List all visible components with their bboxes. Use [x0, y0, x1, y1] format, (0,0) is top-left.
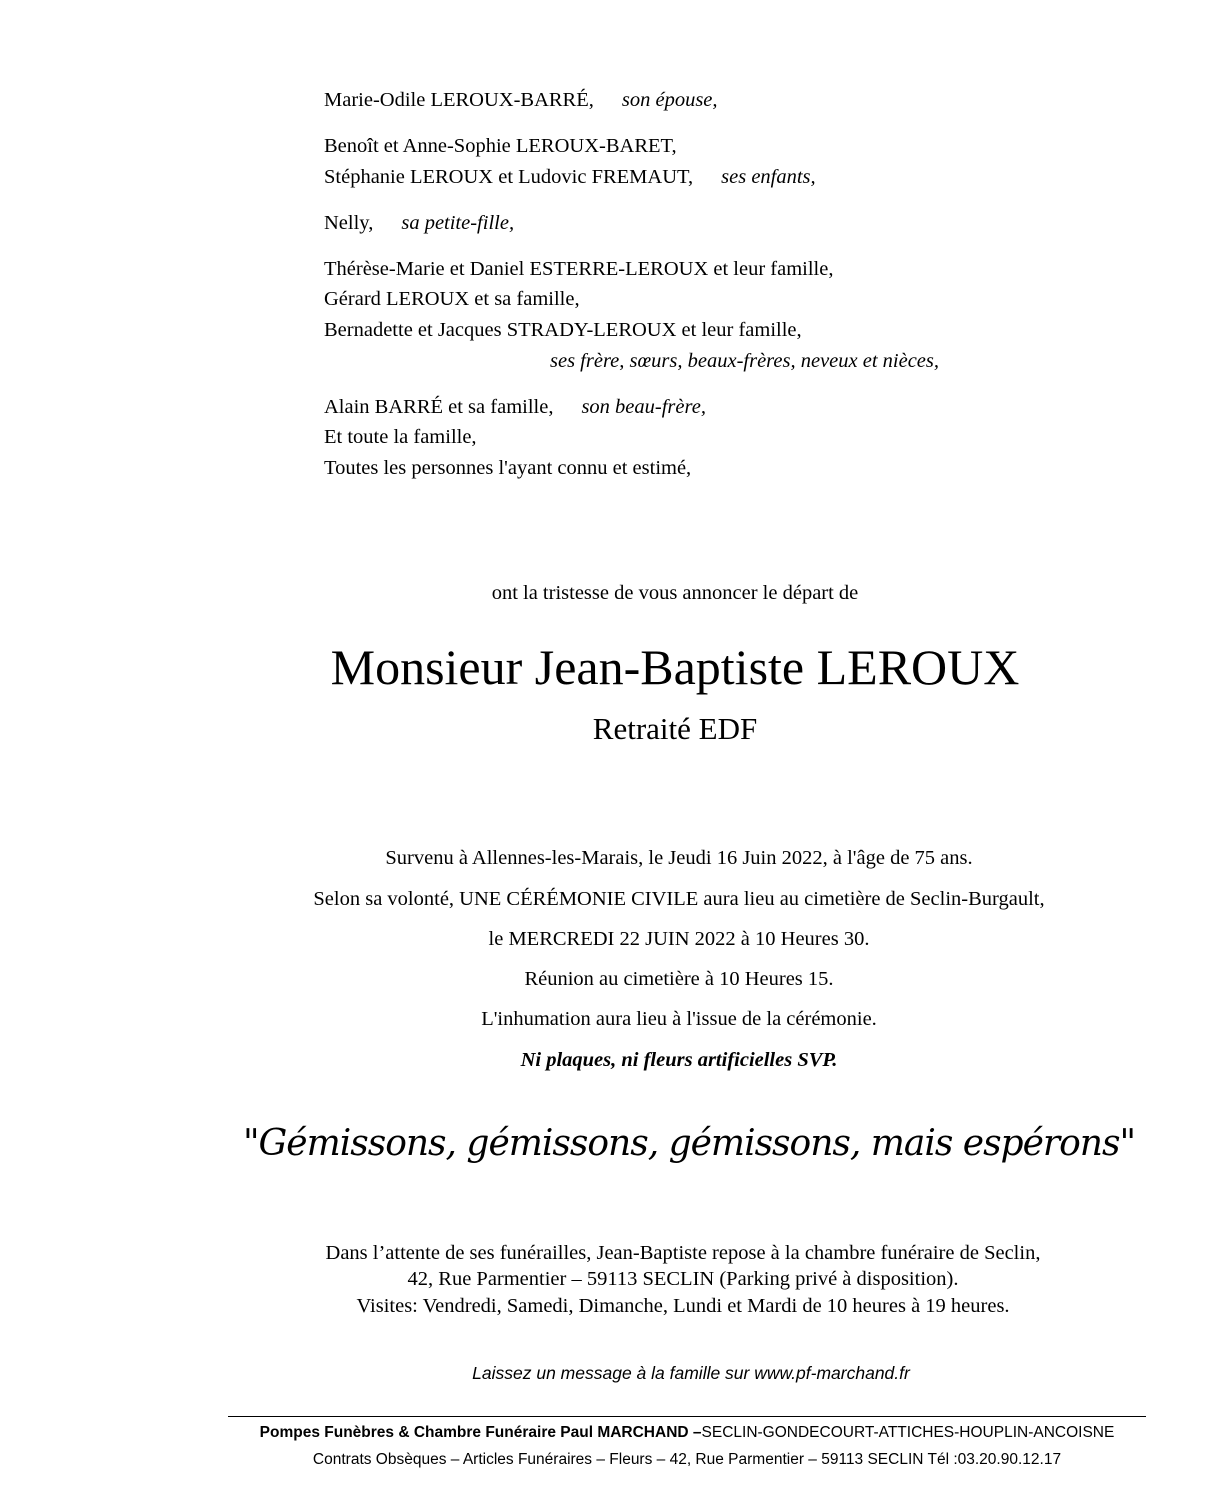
beau-frere-role: son beau-frère,	[581, 396, 706, 418]
visitation-line-2: 42, Rue Parmentier – 59113 SECLIN (Parking privé à disposition).	[407, 1268, 959, 1290]
deceased-title: Retraité EDF	[592, 711, 758, 746]
toute-la-famille: Et toute la famille,	[324, 426, 477, 448]
freres-line-2: Gérard LEROUX et sa famille,	[324, 288, 580, 310]
detail-no-flowers: Ni plaques, ni fleurs artificielles SVP.	[520, 1049, 838, 1071]
detail-ceremonie: Selon sa volonté, UNE CÉRÉMONIE CIVILE aura lieu au cimetière de Seclin-Burgault,	[313, 888, 1045, 910]
detail-reunion: Réunion au cimetière à 10 Heures 15.	[524, 968, 834, 990]
announcement-text: ont la tristesse de vous annoncer le départ de	[491, 582, 859, 604]
freres-line-1: Thérèse-Marie et Daniel ESTERRE-LEROUX et leur famille,	[324, 258, 834, 280]
freres-line-3: Bernadette et Jacques STRADY-LEROUX et leur famille,	[324, 319, 802, 341]
freres-role: ses frère, sœurs, beaux-frères, neveux et nièces,	[550, 350, 939, 372]
family-petite-fille	[324, 211, 514, 235]
footer-divider	[228, 1416, 1146, 1417]
petite-fille-name: Nelly,	[324, 212, 374, 234]
family-beau-frere	[324, 395, 706, 419]
message-link[interactable]: Laissez un message à la famille sur www.pf-marchand.fr	[472, 1363, 910, 1383]
quote-text: "Gémissons, gémissons, gémissons, mais espérons"	[242, 1123, 1136, 1164]
detail-inhumation: L'inhumation aura lieu à l'issue de la cérémonie.	[481, 1008, 877, 1030]
footer-company: Pompes Funèbres & Chambre Funéraire Paul MARCHAND –	[259, 1424, 702, 1441]
epouse-role: son épouse,	[621, 89, 718, 111]
epouse-name: Marie-Odile LEROUX-BARRÉ,	[324, 89, 594, 111]
visitation-line-1: Dans l’attente de ses funérailles, Jean-Baptiste repose à la chambre funéraire de Seclin,	[325, 1242, 1041, 1264]
family-enfants-line-2	[324, 165, 816, 189]
footer-company-line	[228, 1423, 1146, 1443]
enfants-line-2-text: Stéphanie LEROUX et Ludovic FREMAUT,	[324, 166, 694, 188]
family-epouse	[324, 88, 718, 112]
detail-survenu: Survenu à Allennes-les-Marais, le Jeudi 16 Juin 2022, à l'âge de 75 ans.	[385, 847, 973, 869]
beau-frere-name: Alain BARRÉ et sa famille,	[324, 396, 554, 418]
enfants-role: ses enfants,	[721, 166, 816, 188]
deceased-name: Monsieur Jean-Baptiste LEROUX	[330, 639, 1020, 695]
visitation-line-3: Visites: Vendredi, Samedi, Dimanche, Lundi et Mardi de 10 heures à 19 heures.	[356, 1295, 1010, 1317]
footer-services: Contrats Obsèques – Articles Funéraires – Fleurs – 42, Rue Parmentier – 59113 SECLIN Tél :03.20.90.12.17	[312, 1451, 1062, 1468]
petite-fille-role: sa petite-fille,	[401, 212, 515, 234]
personnes-estime: Toutes les personnes l'ayant connu et estimé,	[324, 457, 692, 479]
detail-date: le MERCREDI 22 JUIN 2022 à 10 Heures 30.	[488, 928, 870, 950]
footer-towns: SECLIN-GONDECOURT-ATTICHES-HOUPLIN-ANCOISNE	[701, 1424, 1115, 1441]
enfants-line-1: Benoît et Anne-Sophie LEROUX-BARET,	[324, 135, 677, 157]
